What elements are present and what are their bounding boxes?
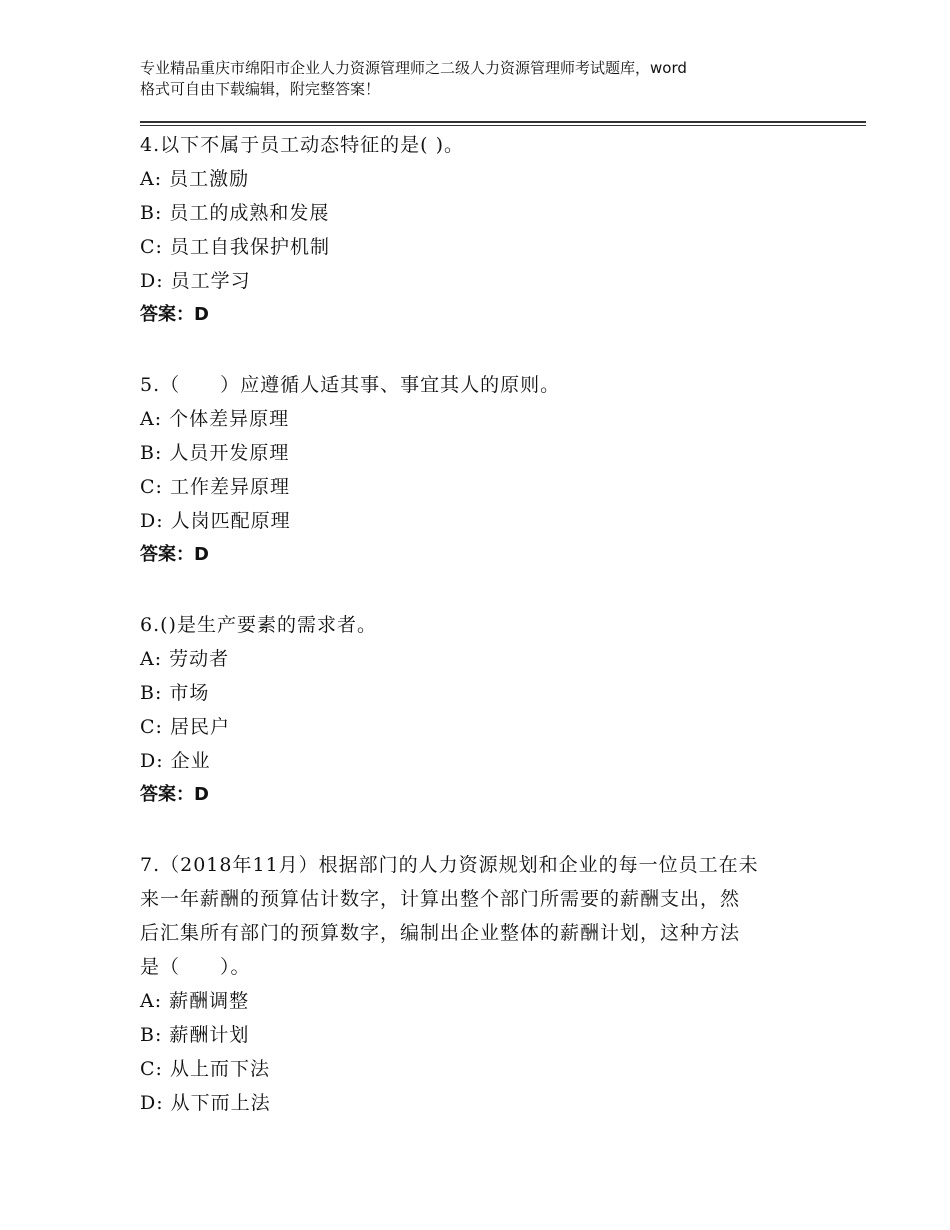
question-gap bbox=[140, 812, 820, 848]
question-gap bbox=[140, 332, 820, 368]
question-4 bbox=[140, 128, 820, 332]
option-a: A: 薪酬调整 bbox=[140, 990, 250, 1012]
question-stem-line-1: 7.（2018年11月）根据部门的人力资源规划和企业的每一位员工在未 bbox=[140, 854, 759, 876]
header-line-1: 专业精品重庆市绵阳市企业人力资源管理师之二级人力资源管理师考试题库，word bbox=[140, 59, 687, 77]
option-d: D: 从下而上法 bbox=[140, 1092, 271, 1114]
question-list bbox=[140, 128, 820, 1120]
question-stem: 6.()是生产要素的需求者。 bbox=[140, 614, 377, 636]
option-a: A: 劳动者 bbox=[140, 648, 230, 670]
option-d: D: 员工学习 bbox=[140, 270, 251, 292]
option-a: A: 员工激励 bbox=[140, 168, 250, 190]
option-b: B: 人员开发原理 bbox=[140, 442, 290, 464]
question-stem-line-2: 来一年薪酬的预算估计数字，计算出整个部门所需要的薪酬支出，然 bbox=[140, 888, 741, 910]
question-gap bbox=[140, 572, 820, 608]
option-d: D: 企业 bbox=[140, 750, 211, 772]
answer-label: 答案：D bbox=[140, 784, 209, 805]
answer-label: 答案：D bbox=[140, 304, 209, 325]
option-b: B: 市场 bbox=[140, 682, 210, 704]
answer-label: 答案：D bbox=[140, 544, 209, 565]
header-line-2: 格式可自由下载编辑，附完整答案！ bbox=[140, 80, 381, 98]
option-c: C: 工作差异原理 bbox=[140, 476, 290, 498]
question-stem: 5.（ ）应遵循人适其事、事宜其人的原则。 bbox=[140, 374, 561, 396]
option-a: A: 个体差异原理 bbox=[140, 408, 290, 430]
question-5 bbox=[140, 368, 820, 572]
header-divider-thin bbox=[140, 125, 866, 126]
option-c: C: 居民户 bbox=[140, 716, 230, 738]
question-stem-line-3: 后汇集所有部门的预算数字，编制出企业整体的薪酬计划，这种方法 bbox=[140, 922, 741, 944]
option-d: D: 人岗匹配原理 bbox=[140, 510, 291, 532]
option-c: C: 员工自我保护机制 bbox=[140, 236, 330, 258]
document-header bbox=[140, 58, 830, 100]
option-c: C: 从上而下法 bbox=[140, 1058, 270, 1080]
question-stem-line-4: 是（ ）。 bbox=[140, 956, 251, 978]
question-7 bbox=[140, 848, 820, 1120]
option-b: B: 员工的成熟和发展 bbox=[140, 202, 330, 224]
question-6 bbox=[140, 608, 820, 812]
header-divider-thick bbox=[140, 121, 866, 123]
question-stem: 4.以下不属于员工动态特征的是( )。 bbox=[140, 134, 464, 156]
option-b: B: 薪酬计划 bbox=[140, 1024, 250, 1046]
